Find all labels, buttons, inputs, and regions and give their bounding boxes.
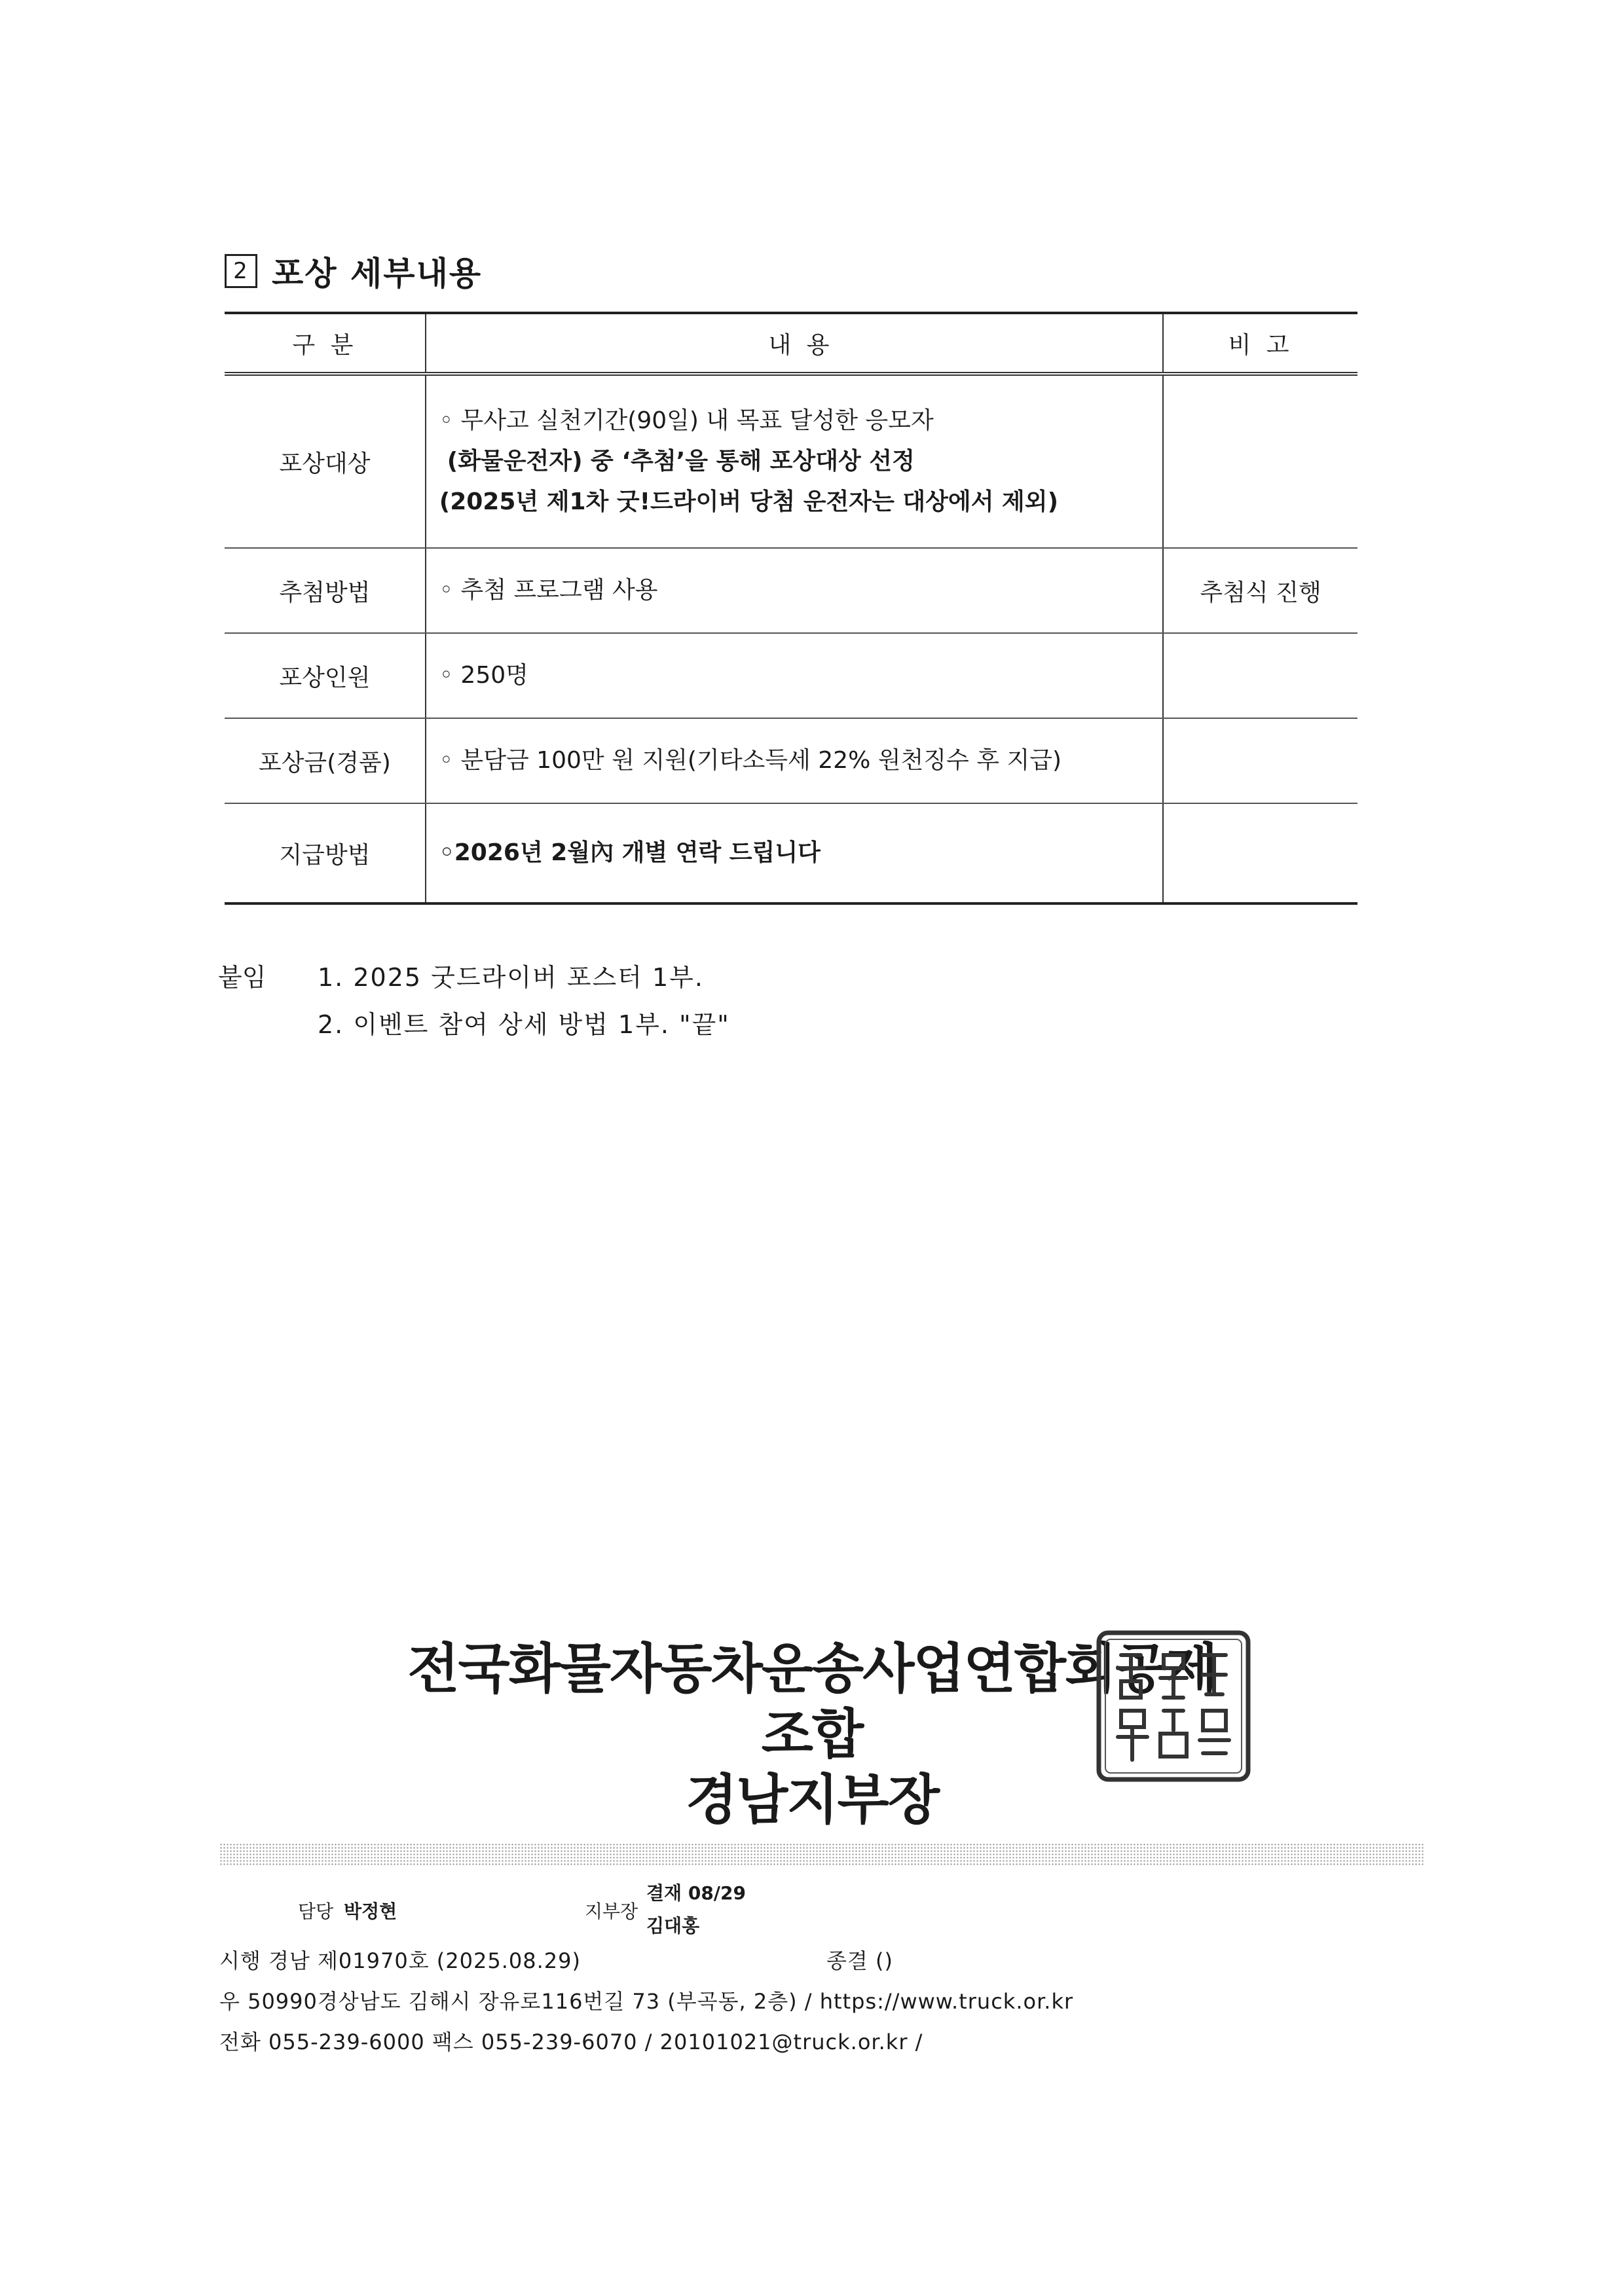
header-category: 구 분 xyxy=(225,313,426,374)
approver-label: 지부장 xyxy=(585,1901,638,1922)
table-row xyxy=(225,374,1357,548)
sender-organization: 전국화물자동차운송사업연합회공제조합 xyxy=(407,1638,1217,1766)
content-line: ◦ 무사고 실천기간(90일) 내 목표 달성한 응모자 xyxy=(439,407,934,434)
contact-info: 전화 055-239-6000 팩스 055-239-6070 / 20101021@truck.or.kr / xyxy=(219,2030,923,2054)
attachment-label: 붙임 xyxy=(218,963,267,992)
row-category: 추첨방법 xyxy=(225,548,426,633)
row-note: 추첨식 진행 xyxy=(1163,548,1357,633)
row-note xyxy=(1163,803,1357,903)
footer-divider xyxy=(219,1843,1424,1867)
row-category: 지급방법 xyxy=(225,803,426,903)
table-row xyxy=(225,548,1357,633)
staff-name: 박정현 xyxy=(344,1901,397,1922)
table-row xyxy=(225,803,1357,903)
address-info: 우 50990경상남도 김해시 장유로116번길 73 (부곡동, 2층) / https://www.truck.or.kr xyxy=(219,1989,1074,2014)
row-category: 포상금(경품) xyxy=(225,718,426,803)
content-line: ◦ 분담금 100만 원 지원(기타소득세 22% 원천징수 후 지급) xyxy=(439,747,1062,774)
content-line: ◦ 250명 xyxy=(439,662,528,689)
sender-title: 경남지부장 xyxy=(685,1769,939,1831)
content-line: ◦2026년 2월內 개별 연락 드립니다 xyxy=(439,839,821,866)
content-line: (화물운전자) 중 ‘추첨’을 통해 포상대상 선정 xyxy=(447,448,915,475)
attachment-item: 1. 2025 굿드라이버 포스터 1부. xyxy=(318,963,704,992)
award-details-table xyxy=(225,312,1357,905)
staff-label: 담당 xyxy=(298,1901,334,1922)
row-content xyxy=(426,548,1163,633)
row-category: 포상인원 xyxy=(225,633,426,718)
row-content xyxy=(426,803,1163,903)
row-content xyxy=(426,374,1163,548)
table-row xyxy=(225,718,1357,803)
section-title-text: 포상 세부내용 xyxy=(272,255,483,293)
row-content xyxy=(426,718,1163,803)
header-content: 내 용 xyxy=(426,313,1163,374)
enforcement-info: 시행 경남 제01970호 (2025.08.29) xyxy=(219,1948,581,1973)
row-note xyxy=(1163,633,1357,718)
final-status: 종결 () xyxy=(826,1948,893,1973)
row-note xyxy=(1163,374,1357,548)
section-title xyxy=(225,247,482,295)
table-row xyxy=(225,633,1357,718)
section-number-box: 2 xyxy=(225,254,257,288)
content-line: ◦ 추첨 프로그램 사용 xyxy=(439,577,658,604)
row-category: 포상대상 xyxy=(225,374,426,548)
table-header-row xyxy=(225,313,1357,374)
official-seal-icon xyxy=(1095,1629,1252,1783)
row-content xyxy=(426,633,1163,718)
attachment-item: 2. 이벤트 참여 상세 방법 1부. "끝" xyxy=(318,1010,730,1039)
content-line: (2025년 제1차 굿!드라이버 당첨 운전자는 대상에서 제외) xyxy=(439,488,1059,515)
header-note: 비 고 xyxy=(1163,313,1357,374)
row-note xyxy=(1163,718,1357,803)
approver-name: 김대홍 xyxy=(646,1915,700,1937)
approval-text: 결재 08/29 xyxy=(646,1882,747,1904)
